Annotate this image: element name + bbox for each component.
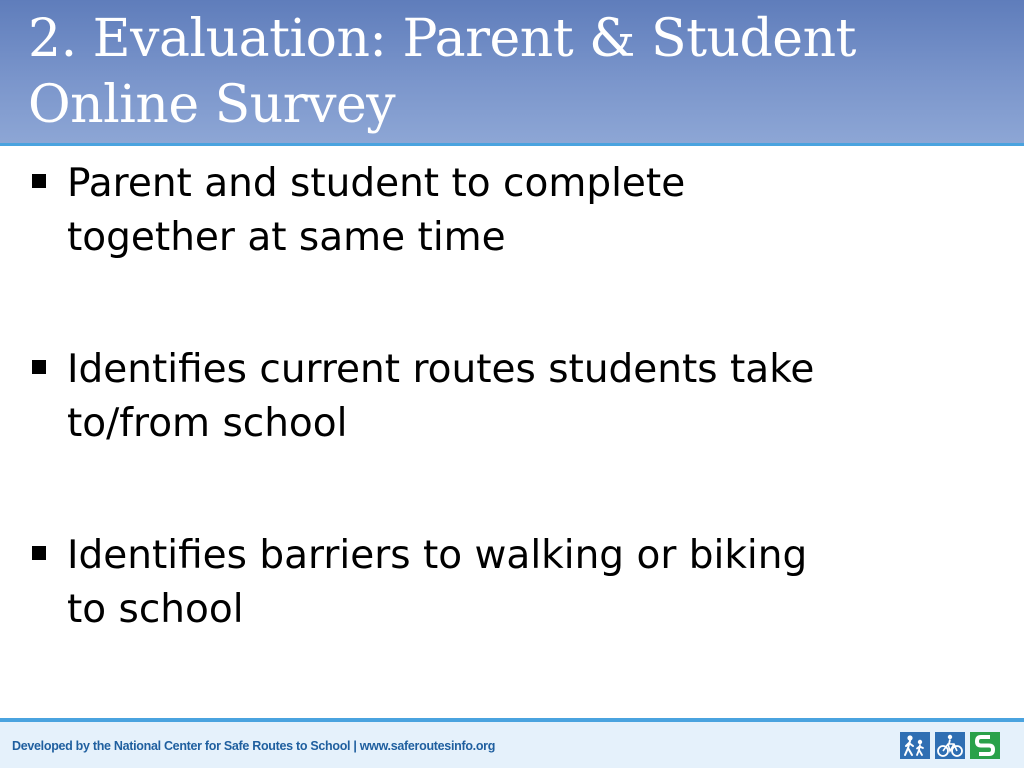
bullet-text-line-1: Identifies barriers to walking or biking [67, 533, 808, 578]
bullet-text-line-2: to/from school [67, 401, 348, 446]
slide-title-line-1: 2. Evaluation: Parent & Student [28, 9, 856, 69]
square-bullet-icon [32, 174, 46, 188]
title-divider [0, 143, 1024, 146]
bullet-item [30, 343, 990, 451]
walking-children-icon [900, 732, 930, 759]
bullet-list [30, 157, 990, 715]
footer-icons [900, 732, 1000, 760]
square-bullet-icon [32, 546, 46, 560]
footer-credit: Developed by the National Center for Safe Routes to School | www.saferoutesinfo.org [12, 739, 496, 753]
bullet-item [30, 529, 990, 637]
square-bullet-icon [32, 360, 46, 374]
footer [0, 722, 1024, 768]
safe-routes-s-logo-icon [970, 732, 1000, 759]
bicycle-icon [935, 732, 965, 759]
slide-title-line-2: Online Survey [28, 75, 396, 135]
title-bar [0, 0, 1024, 143]
slide-title [28, 6, 1008, 138]
bullet-item [30, 157, 990, 265]
bullet-text-line-2: together at same time [67, 215, 506, 260]
bullet-text-line-2: to school [67, 587, 244, 632]
bullet-text-line-1: Identifies current routes students take [67, 347, 815, 392]
bullet-text-line-1: Parent and student to complete [67, 161, 686, 206]
